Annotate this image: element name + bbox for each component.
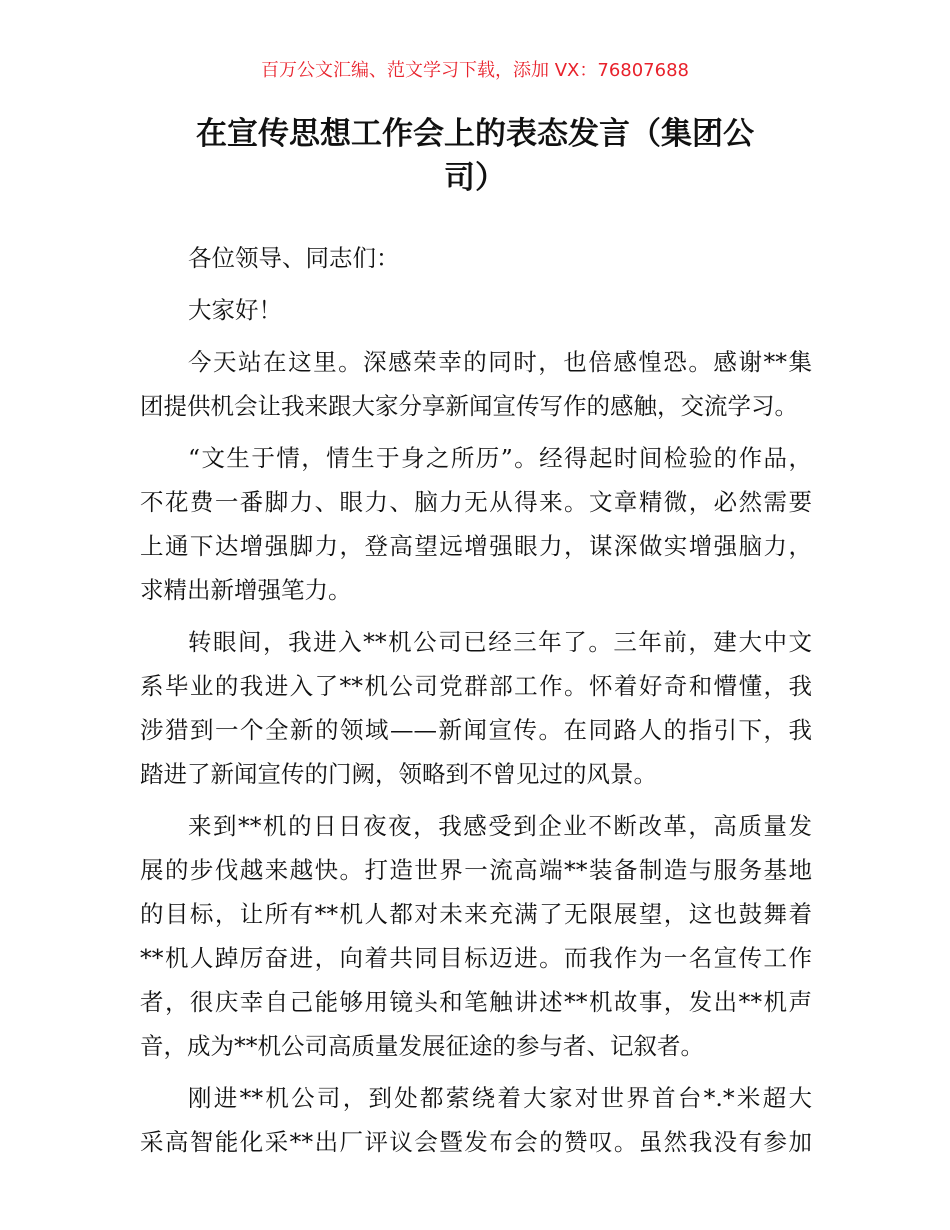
paragraph xyxy=(140,1076,812,1164)
paragraph-line: “文生于情，情生于身之所历”。经得起时间检验的作品， xyxy=(188,444,812,472)
paragraph xyxy=(140,288,812,332)
paragraph-line: 团提供机会让我来跟大家分享新闻宣传写作的感触，交流学习。 xyxy=(140,392,798,420)
watermark-banner: 百万公文汇编、范文学习下载，添加 VX：76807688 xyxy=(261,60,689,81)
paragraph-line: 来到**机的日日夜夜，我感受到企业不断改革，高质量发 xyxy=(188,812,812,840)
paragraph-line: 刚进**机公司，到处都萦绕着大家对世界首台*.*米超大 xyxy=(188,1084,812,1112)
paragraph-line: 今天站在这里。深感荣幸的同时，也倍感惶恐。感谢**集 xyxy=(188,348,812,376)
paragraph xyxy=(140,340,812,428)
paragraph-line: 各位领导、同志们： xyxy=(188,244,400,272)
paragraph-line: 求精出新增强笔力。 xyxy=(140,576,352,604)
paragraph-line: 转眼间，我进入**机公司已经三年了。三年前，建大中文 xyxy=(188,628,812,656)
paragraph-line: 踏进了新闻宣传的门阙，领略到不曾见过的风景。 xyxy=(140,760,657,788)
document-body xyxy=(140,236,812,1172)
paragraph-line: 采高智能化采**出厂评议会暨发布会的赞叹。虽然我没有参加 xyxy=(140,1128,812,1156)
paragraph xyxy=(140,236,812,280)
paragraph-line: **机人踔厉奋进，向着共同目标迈进。而我作为一名宣传工作 xyxy=(140,944,812,972)
paragraph xyxy=(140,436,812,612)
title-line: 在宣传思想工作会上的表态发言（集团公 xyxy=(196,116,754,152)
paragraph-line: 涉猎到一个全新的领域——新闻宣传。在同路人的指引下，我 xyxy=(140,716,812,744)
title-line: 司） xyxy=(444,160,506,196)
paragraph xyxy=(140,620,812,796)
paragraph-line: 大家好！ xyxy=(188,296,282,324)
paragraph-line: 系毕业的我进入了**机公司党群部工作。怀着好奇和懵懂，我 xyxy=(140,672,812,700)
document-title xyxy=(150,112,800,200)
paragraph-line: 展的步伐越来越快。打造世界一流高端**装备制造与服务基地 xyxy=(140,856,812,884)
paragraph-line: 不花费一番脚力、眼力、脑力无从得来。文章精微，必然需要 xyxy=(140,488,812,516)
paragraph-line: 上通下达增强脚力，登高望远增强眼力，谋深做实增强脑力， xyxy=(140,532,812,560)
paragraph-line: 的目标，让所有**机人都对未来充满了无限展望，这也鼓舞着 xyxy=(140,900,812,928)
paragraph-line: 音，成为**机公司高质量发展征途的参与者、记叙者。 xyxy=(140,1032,704,1060)
paragraph-line: 者，很庆幸自己能够用镜头和笔触讲述**机故事，发出**机声 xyxy=(140,988,812,1016)
paragraph xyxy=(140,804,812,1068)
